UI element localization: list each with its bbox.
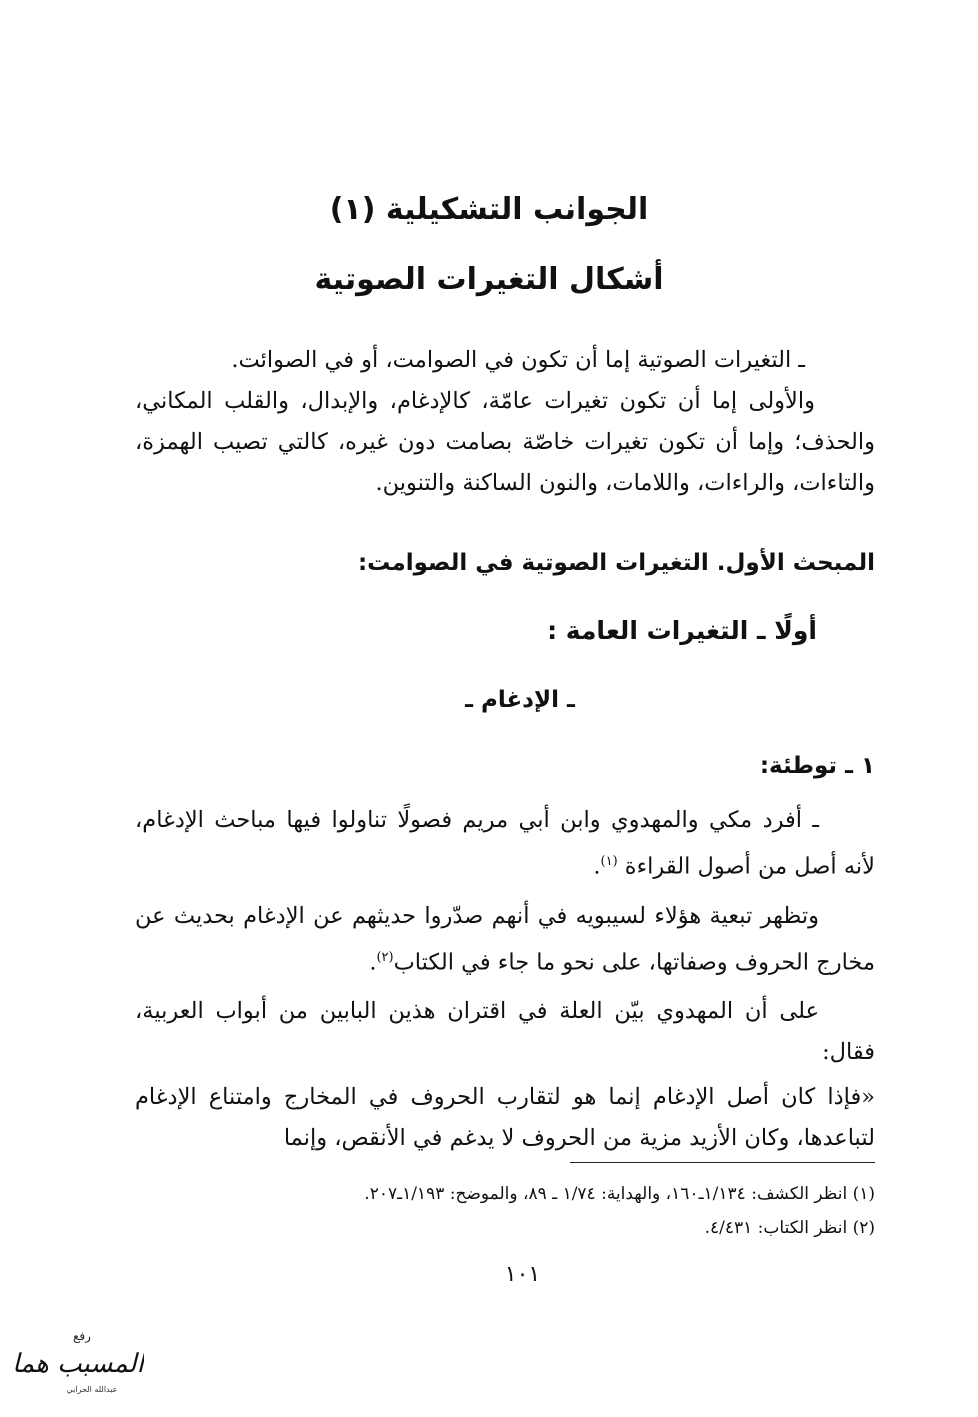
stamp-main-text: المسبب هما [12,1349,144,1379]
footnote-ref-2[interactable]: (٢) [376,949,394,965]
page-number: ١٠١ [504,1262,541,1287]
section-subheading: أولًا ـ التغيرات العامة : [547,616,817,645]
intro-subheading: ١ ـ توطئة: [759,753,875,779]
calligraphy-stamp [12,1320,144,1400]
paragraph-4 [135,1077,875,1159]
main-text [135,800,875,1159]
stamp-tiny-text: عبدالله الحرابي [66,1385,118,1394]
footnote-ref-1[interactable]: (١) [600,854,618,869]
paragraph-4-text: «فإذا كان أصل الإدغام إنما هو لتقارب الحروف في المخارج وامتناع الإدغام لتباعدها، وكان الأزيد مزية من الحروف لا يدغم في الأنقص، وإنما [135,1084,875,1151]
chapter-title: الجوانب التشكيلية (١) [329,192,649,227]
intro-paragraph-text: والأولى إما أن تكون تغيرات عامّة، كالإدغام، والإبدال، والقلب المكاني، والحذف؛ وإما أن تكون تغيرات خاصّة بصامت دون غيره، كالتي تصيب الهمزة، والتاءات، والراءات، واللامات، والنون الساكنة والتنوين. [135,388,875,496]
footnote-separator [570,1162,875,1163]
paragraph-2-text: وتظهر تبعية هؤلاء لسيبويه في أنهم صدّروا حديثهم عن الإدغام بحديث عن مخارج الحروف وصفاتها، على نحو ما جاء في الكتاب [135,902,875,975]
intro-block [135,340,875,504]
chapter-subtitle: أشكال التغيرات الصوتية [314,262,664,297]
paragraph-1-text: ـ أفرد مكي والمهدوي وابن أبي مريم فصولًا تناولوا فيها مباحث الإدغام، لأنه أصل من أصول القراءة [135,807,875,880]
footnotes [135,1177,875,1245]
intro-line: ـ التغيرات الصوتية إما أن تكون في الصوامت، أو في الصوائت. [231,347,805,373]
footnote-2: (٢) انظر الكتاب: ٤/٤٣١. [704,1218,875,1238]
paragraph-3-text: على أن المهدوي بيّن العلة في اقتران هذين البابين من أبواب العربية، فقال: [135,998,875,1065]
footnote-1: (١) انظر الكشف: ١/١٣٤ـ١٦٠، والهداية: ١/٧٤ ـ ٨٩، والموضح: ١/١٩٣ـ٢٠٧. [364,1184,875,1204]
paragraph-2-end: . [369,949,377,975]
paragraph-1-end: . [593,853,601,880]
intro-paragraph [135,381,875,504]
paragraph-3 [135,991,875,1073]
paragraph-1 [135,800,875,888]
idgham-title: ـ الإدغام ـ [465,687,575,713]
stamp-small-text: رفع [73,1329,91,1343]
paragraph-2 [135,896,875,984]
section-heading: المبحث الأول. التغيرات الصوتية في الصوامت: [357,550,875,576]
